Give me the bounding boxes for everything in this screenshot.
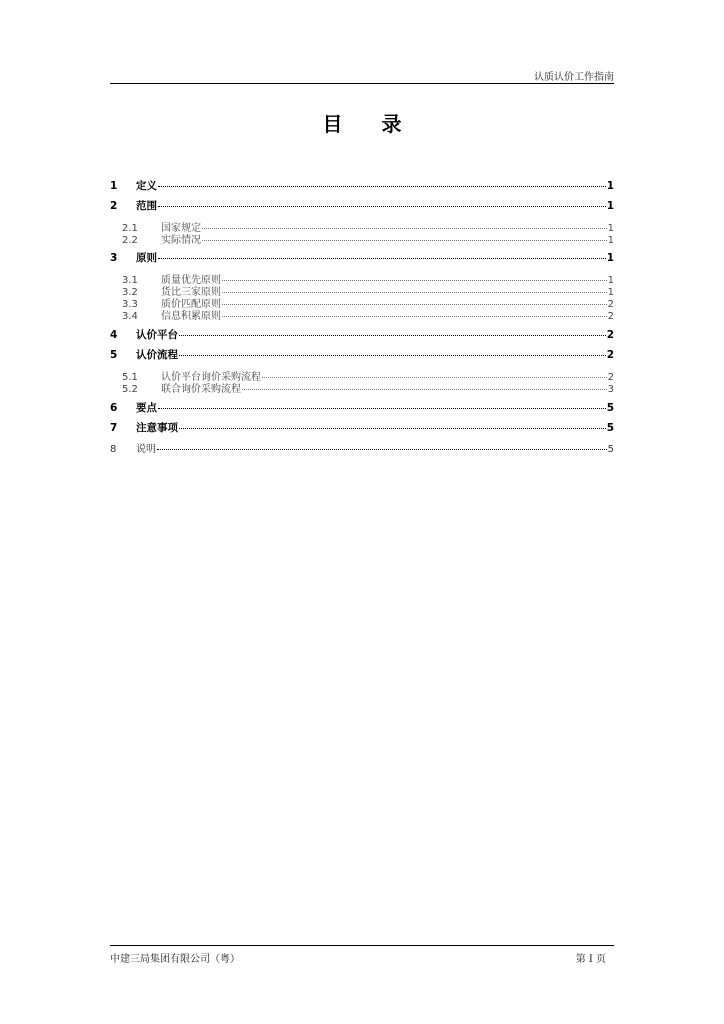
toc-subentry[interactable]: [110, 307, 614, 322]
toc-leader-dots: [222, 280, 607, 281]
toc-entry-number: 4: [110, 329, 118, 341]
toc-leader-dots: [242, 389, 607, 390]
toc-entry-label: 实际情况: [161, 235, 201, 246]
toc-entry-number: 2: [110, 200, 118, 212]
toc-subentry[interactable]: [110, 380, 614, 395]
toc-subentry[interactable]: [110, 271, 614, 286]
toc-entry-label: 信息积累原则: [161, 311, 221, 322]
toc-entry-page: 5: [606, 402, 614, 414]
toc-title: 目 录: [322, 112, 418, 136]
toc-subentry[interactable]: [110, 295, 614, 310]
toc-entry[interactable]: [110, 198, 614, 212]
toc-leader-dots: [158, 206, 606, 207]
toc-entry-number: 2.2: [122, 235, 138, 246]
toc-entry-page: 1: [607, 223, 614, 234]
toc-entry[interactable]: [110, 327, 614, 341]
toc-entry-label: 范围: [136, 200, 157, 212]
toc-entry-number: 3.4: [122, 311, 138, 322]
toc-entry-page: 2: [606, 349, 614, 361]
toc-entry[interactable]: [110, 420, 614, 434]
toc-entry-label: 认价平台询价采购流程: [161, 372, 261, 383]
toc-entry-number: 3.1: [122, 275, 138, 286]
toc-entry-number: 7: [110, 422, 118, 434]
toc-entry-page: 5: [607, 444, 614, 455]
toc-entry-number: 1: [110, 180, 118, 192]
toc-entry-page: 3: [607, 384, 614, 395]
toc-entry-label: 认价平台: [136, 329, 178, 341]
toc-leader-dots: [179, 355, 606, 356]
toc-entry-number: 8: [110, 444, 117, 455]
toc-entry-page: 1: [607, 287, 614, 298]
toc-entry-page: 5: [606, 422, 614, 434]
toc-leader-dots: [222, 292, 607, 293]
toc-entry-label: 认价流程: [136, 349, 178, 361]
toc-entry-label: 质量优先原则: [161, 275, 221, 286]
toc-leader-dots: [158, 186, 606, 187]
toc-entry-label: 原则: [136, 252, 157, 264]
toc-leader-dots: [202, 240, 607, 241]
toc-entry-label: 货比三家原则: [161, 287, 221, 298]
toc-entry[interactable]: [110, 178, 614, 192]
toc-entry[interactable]: [110, 347, 614, 361]
toc-entry-number: 5: [110, 349, 118, 361]
toc-entry-page: 2: [606, 329, 614, 341]
toc-entry[interactable]: [110, 250, 614, 264]
toc-entry-number: 5.1: [122, 372, 138, 383]
toc-entry-number: 5.2: [122, 384, 138, 395]
toc-entry-number: 3.2: [122, 287, 138, 298]
toc-entry-page: 1: [607, 235, 614, 246]
table-of-contents: [110, 0, 614, 1024]
toc-leader-dots: [157, 449, 607, 450]
toc-leader-dots: [179, 335, 606, 336]
toc-entry-page: 1: [607, 275, 614, 286]
toc-leader-dots: [202, 228, 607, 229]
toc-entry-number: 3: [110, 252, 118, 264]
toc-entry-label: 定义: [136, 180, 157, 192]
toc-entry-page: 1: [606, 200, 614, 212]
toc-leader-dots: [158, 258, 606, 259]
toc-subentry[interactable]: [110, 219, 614, 234]
toc-entry-label: 质价匹配原则: [161, 299, 221, 310]
toc-entry-number: 2.1: [122, 223, 138, 234]
running-header: 认质认价工作指南: [534, 72, 614, 83]
toc-entry-label: 要点: [136, 402, 157, 414]
toc-leader-dots: [158, 408, 606, 409]
toc-subentry[interactable]: [110, 283, 614, 298]
footer-page-number: 第 I 页: [575, 954, 606, 965]
toc-entry-page: 1: [606, 180, 614, 192]
toc-entry-page: 2: [607, 299, 614, 310]
toc-entry-label: 联合询价采购流程: [161, 384, 241, 395]
toc-entry-page: 2: [607, 311, 614, 322]
toc-entry[interactable]: [110, 440, 614, 454]
toc-subentry[interactable]: [110, 231, 614, 246]
footer-company: 中建三局集团有限公司（粤）: [110, 954, 240, 965]
toc-leader-dots: [222, 316, 607, 317]
toc-entry-number: 6: [110, 402, 118, 414]
toc-leader-dots: [222, 304, 607, 305]
toc-entry-label: 说明: [136, 444, 156, 455]
footer-rule: [110, 945, 614, 946]
toc-entry-label: 注意事项: [136, 422, 178, 434]
toc-entry-page: 2: [607, 372, 614, 383]
toc-entry[interactable]: [110, 400, 614, 414]
toc-entry-page: 1: [606, 252, 614, 264]
toc-subentry[interactable]: [110, 368, 614, 383]
toc-entry-label: 国家规定: [161, 223, 201, 234]
toc-leader-dots: [179, 428, 606, 429]
toc-leader-dots: [262, 377, 607, 378]
toc-entry-number: 3.3: [122, 299, 138, 310]
